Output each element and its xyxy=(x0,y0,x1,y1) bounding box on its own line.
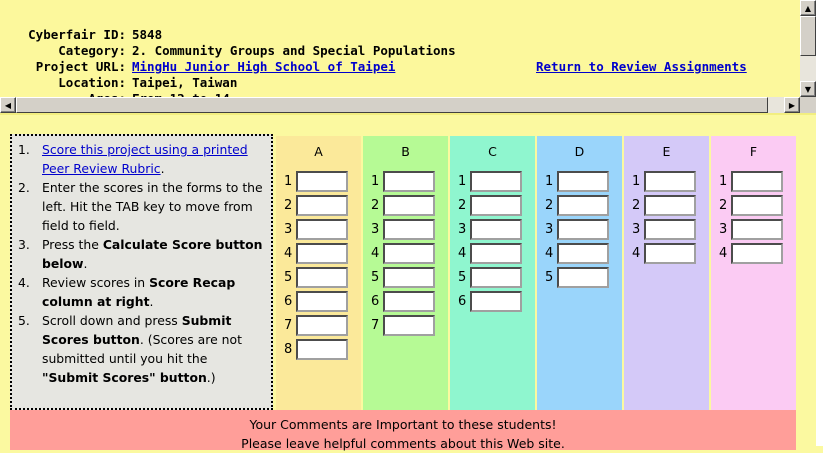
score-field-row xyxy=(450,265,535,289)
score-input-b4[interactable] xyxy=(383,243,435,264)
comments-banner xyxy=(10,410,796,450)
instructions-box xyxy=(10,134,273,410)
project-url-link[interactable]: MingHu Junior High School of Taipei xyxy=(132,59,396,74)
score-field-row xyxy=(450,217,535,241)
score-input-f4[interactable] xyxy=(731,243,783,264)
score-input-c2[interactable] xyxy=(470,195,522,216)
instruction-text: . xyxy=(149,294,154,309)
info-row-location xyxy=(0,75,237,91)
field-number: 5 xyxy=(284,269,293,285)
scoring-frame xyxy=(0,113,816,451)
field-number: 2 xyxy=(371,197,380,213)
column-header: F xyxy=(711,136,796,164)
score-input-d2[interactable] xyxy=(557,195,609,216)
score-input-a5[interactable] xyxy=(296,267,348,288)
instruction-text: .) xyxy=(206,370,216,385)
score-input-b7[interactable] xyxy=(383,315,435,336)
info-row-cyberfair-id xyxy=(0,27,162,43)
field-number: 6 xyxy=(458,293,467,309)
score-field-row xyxy=(450,289,535,313)
score-input-c3[interactable] xyxy=(470,219,522,240)
scroll-up-button[interactable] xyxy=(800,0,816,16)
field-number: 6 xyxy=(284,293,293,309)
scroll-left-button[interactable] xyxy=(0,97,16,113)
vertical-scroll-thumb[interactable] xyxy=(800,16,816,56)
score-field-row xyxy=(537,169,622,193)
score-field-row xyxy=(363,169,448,193)
info-label: Project URL: xyxy=(35,59,126,74)
column-fields xyxy=(363,164,448,337)
field-number: 2 xyxy=(632,197,641,213)
score-input-d3[interactable] xyxy=(557,219,609,240)
instruction-number: 5. xyxy=(18,313,30,328)
score-input-a7[interactable] xyxy=(296,315,348,336)
score-column-a xyxy=(276,136,361,410)
column-header: C xyxy=(450,136,535,164)
column-header: D xyxy=(537,136,622,164)
column-header: B xyxy=(363,136,448,164)
score-input-e3[interactable] xyxy=(644,219,696,240)
score-input-e1[interactable] xyxy=(644,171,696,192)
instruction-number: 4. xyxy=(18,275,30,290)
instruction-text: Review scores in xyxy=(42,275,150,290)
field-number: 6 xyxy=(371,293,380,309)
field-number: 1 xyxy=(545,173,554,189)
score-column-b xyxy=(363,136,448,410)
instruction-text: . xyxy=(160,161,165,176)
score-field-row xyxy=(276,169,361,193)
instruction-number: 3. xyxy=(18,237,30,252)
field-number: 5 xyxy=(458,269,467,285)
instruction-text: Press the xyxy=(42,237,103,252)
score-field-row xyxy=(624,217,709,241)
comments-line-1: Your Comments are Important to these students! xyxy=(249,417,557,432)
score-input-b1[interactable] xyxy=(383,171,435,192)
instruction-number: 1. xyxy=(18,142,30,157)
column-header: A xyxy=(276,136,361,164)
instruction-emphasis: "Submit Scores" button xyxy=(42,370,207,385)
info-value: 5848 xyxy=(132,27,163,42)
score-input-c4[interactable] xyxy=(470,243,522,264)
score-input-e4[interactable] xyxy=(644,243,696,264)
return-to-review-link[interactable]: Return to Review Assignments xyxy=(536,59,747,74)
scroll-down-button[interactable] xyxy=(800,81,816,97)
score-input-b2[interactable] xyxy=(383,195,435,216)
score-input-a6[interactable] xyxy=(296,291,348,312)
field-number: 3 xyxy=(632,221,641,237)
info-label: Category: xyxy=(58,43,126,58)
instruction-emphasis: Score Recap column at right xyxy=(42,275,236,309)
instruction-text: . (Scores are not submitted until you hit the xyxy=(42,332,242,366)
field-number: 8 xyxy=(284,341,293,357)
instruction-emphasis: Calculate Score button below xyxy=(42,237,263,271)
field-number: 2 xyxy=(284,197,293,213)
column-fields xyxy=(450,164,535,313)
score-input-d4[interactable] xyxy=(557,243,609,264)
instruction-item xyxy=(18,140,267,178)
column-fields xyxy=(711,164,796,265)
score-input-b6[interactable] xyxy=(383,291,435,312)
instruction-item xyxy=(18,235,267,273)
score-field-row xyxy=(624,193,709,217)
scrollbar-corner xyxy=(800,97,816,113)
score-field-row xyxy=(276,337,361,361)
score-field-row xyxy=(711,169,796,193)
instruction-item xyxy=(18,178,267,235)
column-fields xyxy=(276,164,361,361)
comments-line-2: Please leave helpful comments about this Web site. xyxy=(241,436,565,451)
score-field-row xyxy=(537,241,622,265)
score-input-b3[interactable] xyxy=(383,219,435,240)
score-field-row xyxy=(450,169,535,193)
score-input-d1[interactable] xyxy=(557,171,609,192)
instruction-item xyxy=(18,311,267,387)
field-number: 2 xyxy=(458,197,467,213)
field-number: 4 xyxy=(632,245,641,261)
field-number: 2 xyxy=(719,197,728,213)
score-input-a8[interactable] xyxy=(296,339,348,360)
info-row-project-url xyxy=(0,59,395,75)
score-field-row xyxy=(711,193,796,217)
field-number: 3 xyxy=(371,221,380,237)
score-field-row xyxy=(450,241,535,265)
field-number: 1 xyxy=(371,173,380,189)
score-column-f xyxy=(711,136,796,410)
score-field-row xyxy=(363,313,448,337)
instruction-item xyxy=(18,273,267,311)
field-number: 7 xyxy=(371,317,380,333)
field-number: 3 xyxy=(545,221,554,237)
score-field-row xyxy=(537,217,622,241)
score-field-row xyxy=(276,289,361,313)
score-field-row xyxy=(363,217,448,241)
score-field-row xyxy=(276,241,361,265)
instruction-text: . xyxy=(83,256,88,271)
score-field-row xyxy=(363,241,448,265)
info-label: Location: xyxy=(58,75,126,90)
score-input-a2[interactable] xyxy=(296,195,348,216)
info-label: Cyberfair ID: xyxy=(28,27,126,42)
score-input-c6[interactable] xyxy=(470,291,522,312)
score-field-row xyxy=(711,217,796,241)
score-field-row xyxy=(276,217,361,241)
score-field-row xyxy=(363,265,448,289)
score-input-a1[interactable] xyxy=(296,171,348,192)
field-number: 4 xyxy=(284,245,293,261)
field-number: 5 xyxy=(545,269,554,285)
instruction-text: Scroll down and press xyxy=(42,313,182,328)
instructions-list xyxy=(18,140,267,387)
score-field-row xyxy=(537,265,622,289)
score-field-row xyxy=(363,289,448,313)
score-field-row xyxy=(624,169,709,193)
field-number: 1 xyxy=(458,173,467,189)
score-field-row xyxy=(276,265,361,289)
field-number: 1 xyxy=(632,173,641,189)
column-fields xyxy=(537,164,622,289)
field-number: 4 xyxy=(458,245,467,261)
field-number: 4 xyxy=(545,245,554,261)
score-input-c1[interactable] xyxy=(470,171,522,192)
score-input-f2[interactable] xyxy=(731,195,783,216)
info-value: Taipei, Taiwan xyxy=(132,75,238,90)
field-number: 3 xyxy=(719,221,728,237)
arrow-left-icon: ◀ xyxy=(4,100,12,110)
instruction-emphasis: Submit Scores button xyxy=(42,313,232,347)
column-fields xyxy=(624,164,709,265)
score-field-row xyxy=(363,193,448,217)
field-number: 4 xyxy=(719,245,728,261)
score-column-c xyxy=(450,136,535,410)
score-input-a4[interactable] xyxy=(296,243,348,264)
score-input-b5[interactable] xyxy=(383,267,435,288)
score-field-row xyxy=(537,193,622,217)
instruction-number: 2. xyxy=(18,180,30,195)
score-field-row xyxy=(276,193,361,217)
scroll-right-button[interactable] xyxy=(784,97,800,113)
score-field-row xyxy=(276,313,361,337)
horizontal-scroll-thumb[interactable] xyxy=(16,97,768,113)
arrow-up-icon: ▲ xyxy=(804,3,812,13)
score-input-c5[interactable] xyxy=(470,267,522,288)
window-edge xyxy=(816,0,823,446)
field-number: 4 xyxy=(371,245,380,261)
instruction-text: Enter the scores in the forms to the left. Hit the TAB key to move from field to field. xyxy=(42,180,263,233)
field-number: 3 xyxy=(284,221,293,237)
score-input-a3[interactable] xyxy=(296,219,348,240)
column-header: E xyxy=(624,136,709,164)
field-number: 7 xyxy=(284,317,293,333)
field-number: 1 xyxy=(719,173,728,189)
score-field-row xyxy=(624,241,709,265)
score-field-row xyxy=(450,193,535,217)
info-row-category xyxy=(0,43,456,59)
score-input-f3[interactable] xyxy=(731,219,783,240)
info-value: 2. Community Groups and Special Populations xyxy=(132,43,456,58)
field-number: 2 xyxy=(545,197,554,213)
score-column-e xyxy=(624,136,709,410)
arrow-right-icon: ▶ xyxy=(788,100,796,110)
arrow-down-icon: ▼ xyxy=(804,84,812,94)
top-frame xyxy=(0,0,823,113)
field-number: 3 xyxy=(458,221,467,237)
field-number: 5 xyxy=(371,269,380,285)
score-input-f1[interactable] xyxy=(731,171,783,192)
field-number: 1 xyxy=(284,173,293,189)
rubric-link[interactable]: Score this project using a printed Peer Review Rubric xyxy=(42,142,248,176)
score-input-d5[interactable] xyxy=(557,267,609,288)
score-column-d xyxy=(537,136,622,410)
project-info xyxy=(0,0,800,97)
score-field-row xyxy=(711,241,796,265)
score-input-e2[interactable] xyxy=(644,195,696,216)
